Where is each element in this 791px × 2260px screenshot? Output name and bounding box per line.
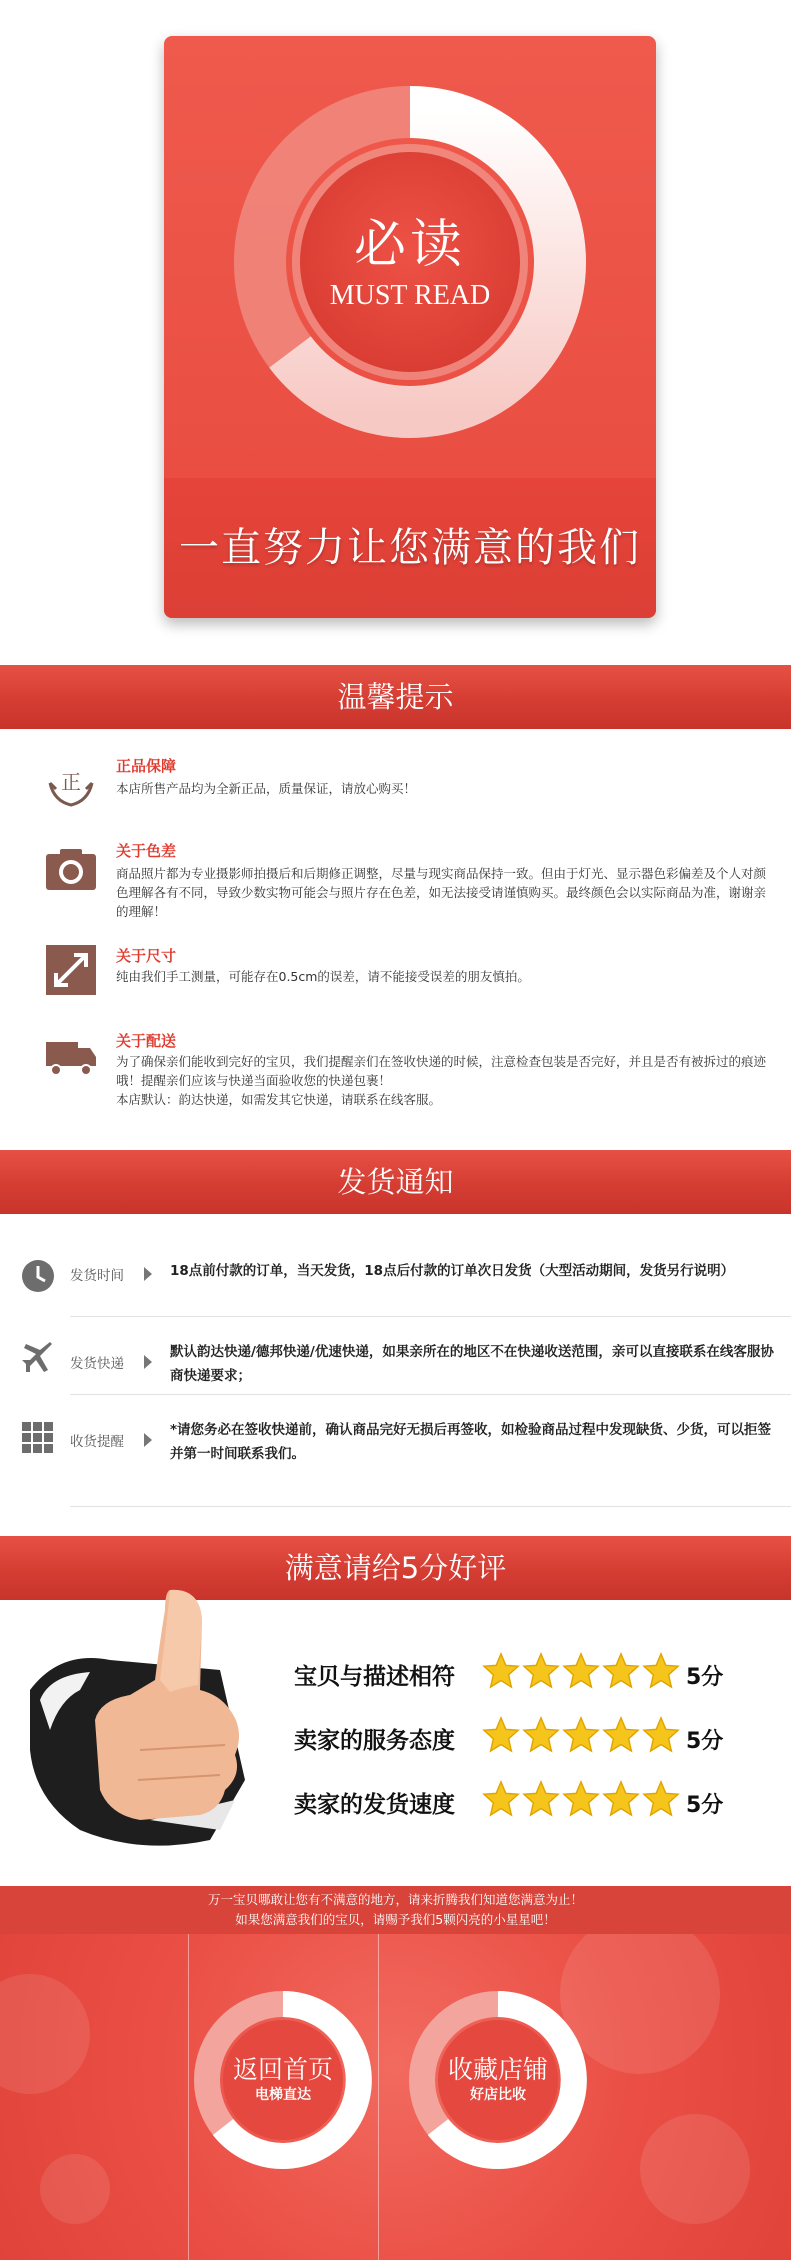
star-icon[interactable] — [642, 1716, 680, 1754]
divider — [188, 1934, 189, 2260]
tip-title: 关于色差 — [116, 842, 177, 860]
clock-icon — [20, 1258, 56, 1294]
ship-text: 默认韵达快递/德邦快递/优速快递，如果亲所在的地区不在快递收送范围，亲可以直接联系在线客服协商快递要求； — [170, 1344, 774, 1384]
divider — [70, 1316, 791, 1317]
footer-note-line: 如果您满意我们的宝贝，请赐予我们5颗闪亮的小星星吧！ — [235, 1912, 556, 1927]
star-icon[interactable] — [602, 1780, 640, 1818]
tip-body: 为了确保亲们能收到完好的宝贝，我们提醒亲们在签收快递的时候，注意检查包装是否完好，并且是否有被拆过的痕迹哦！提醒亲们应该与快递当面验收您的快递包裹！ — [116, 1054, 767, 1088]
rating-label: 宝贝与描述相符 — [294, 1664, 455, 1690]
tips-header: 温馨提示 — [0, 665, 791, 729]
bokeh-decoration — [40, 2154, 110, 2224]
star-icon[interactable] — [522, 1780, 560, 1818]
rating-label: 卖家的服务态度 — [294, 1728, 455, 1754]
star-icon[interactable] — [482, 1716, 520, 1754]
chevron-right-icon — [144, 1267, 152, 1281]
genuine-char: 正 — [61, 770, 81, 794]
rating-header: 满意请给5分好评 — [0, 1536, 791, 1600]
tip-body-default-courier: 本店默认：韵达快递，如需发其它快递，请联系在线客服。 — [116, 1092, 442, 1107]
star-icon[interactable] — [562, 1652, 600, 1690]
airplane-icon — [20, 1340, 56, 1376]
bokeh-decoration — [640, 2114, 750, 2224]
rating-score: 5分 — [686, 1665, 724, 1690]
tip-title: 关于尺寸 — [116, 947, 177, 965]
divider — [70, 1394, 791, 1395]
tip-body: 纯由我们手工测量，可能存在0.5cm的误差，请不能接受误差的朋友慎拍。 — [116, 969, 530, 984]
must-read-en-title: MUST READ — [329, 280, 491, 311]
star-icon[interactable] — [522, 1716, 560, 1754]
rating-score: 5分 — [686, 1793, 724, 1818]
grid-icon — [20, 1420, 56, 1456]
genuine-hands-icon — [44, 759, 98, 813]
divider — [378, 1934, 379, 2260]
rating-label: 卖家的发货速度 — [294, 1792, 455, 1818]
footer-buttons-area — [0, 1934, 791, 2260]
tip-title: 关于配送 — [116, 1032, 177, 1050]
star-icon[interactable] — [482, 1652, 520, 1690]
chevron-right-icon — [144, 1355, 152, 1369]
favorite-button-label: 收藏店铺 — [447, 2055, 548, 2084]
favorite-button-sub: 好店比收 — [470, 2087, 526, 2103]
camera-icon — [44, 844, 98, 898]
rating-score: 5分 — [686, 1729, 724, 1754]
star-icon[interactable] — [522, 1652, 560, 1690]
star-icon[interactable] — [602, 1716, 640, 1754]
resize-arrow-icon — [44, 943, 98, 997]
must-read-banner — [0, 0, 791, 665]
home-button-sub: 电梯直达 — [255, 2087, 311, 2103]
star-icon[interactable] — [642, 1780, 680, 1818]
star-icon[interactable] — [482, 1780, 520, 1818]
star-icon[interactable] — [562, 1780, 600, 1818]
chevron-right-icon — [144, 1433, 152, 1447]
hero-slogan: 一直努力让您满意的我们 — [179, 525, 641, 571]
tip-body: 本店所售产品均为全新正品，质量保证，请放心购买！ — [116, 781, 417, 796]
tip-body: 商品照片都为专业摄影师拍摄后和后期修正调整，尽量与现实商品保持一致。但由于灯光、显示器色彩偏差及个人对颜色理解各有不同，导致少数实物可能会与照片存在色差，如无法接受请谨慎购买。最终颜色会以实际商品为准，谢谢亲的理解！ — [116, 866, 767, 919]
home-button-label: 返回首页 — [232, 2055, 333, 2084]
ship-label: 发货快递 — [70, 1356, 124, 1372]
star-icon[interactable] — [602, 1652, 640, 1690]
star-icon[interactable] — [642, 1652, 680, 1690]
must-read-card — [164, 36, 656, 618]
delivery-truck-icon — [44, 1030, 98, 1084]
ship-text: *请您务必在签收快递前，确认商品完好无损后再签收，如检验商品过程中发现缺货、少货，可以拒签并第一时间联系我们。 — [170, 1422, 772, 1462]
footer-note-line: 万一宝贝哪敢让您有不满意的地方，请来折腾我们知道您满意为止！ — [207, 1892, 583, 1907]
ship-label: 收货提醒 — [70, 1434, 124, 1450]
divider — [70, 1506, 791, 1507]
footer-note — [0, 1886, 791, 1934]
must-read-cn-title: 必读 — [353, 215, 466, 275]
ship-text: 18点前付款的订单，当天发货，18点后付款的订单次日发货（大型活动期间，发货另行说明） — [170, 1263, 735, 1279]
ship-label: 发货时间 — [70, 1268, 124, 1284]
home-button[interactable] — [193, 1990, 373, 2170]
tip-title: 正品保障 — [116, 757, 177, 775]
bokeh-decoration — [0, 1974, 90, 2094]
favorite-store-button[interactable] — [408, 1990, 588, 2170]
shipping-header: 发货通知 — [0, 1150, 791, 1214]
star-icon[interactable] — [562, 1716, 600, 1754]
thumbs-up-icon — [20, 1580, 250, 1870]
